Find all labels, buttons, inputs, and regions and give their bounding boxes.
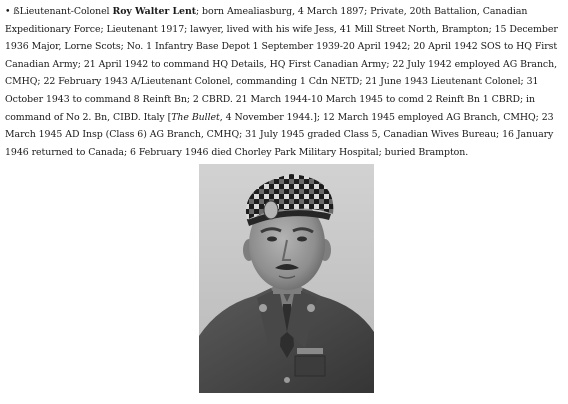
publication-title: The Bullet: [171, 111, 220, 123]
right-collar-badge: [307, 304, 315, 312]
person-name: Roy Walter Lent: [112, 6, 197, 17]
right-eye: [297, 237, 307, 242]
jacket-button: [284, 377, 290, 383]
jacket-pocket: [295, 356, 325, 376]
bullet-marker: •: [5, 6, 11, 17]
biography-text-part2: , 4 November 1944.]; 12 March 1945 employed AG Branch, CMHQ; 23 March 1945 AD Insp (Class 6) AG Branch, CMHQ; 31 July 1945 graded Class 5, Canadian Wives Bureau; 16 January 1946 returned to Canada; 6 February 1946 died Chorley Park Military Hospital; buried Brampton.: [5, 111, 554, 158]
biography-text-part1: ; born Amealiasburg, 4 March 1897; Private, 20th Battalion, Canadian Expeditionary Force; Lieutenant 1917; lawyer, lived with his wife Jess, 41 Mill Street North, Brampton; 15 December 1936 Major, Lorne Scots; No. 1 Infantry Base Depot 1 September 1939-20 April 1942; 20 April 1942 SOS to HQ First Canadian Army; 21 April 1942 to command HQ Details, HQ First Canadian Army; 22 July 1942 employed AG Branch, CMHQ; 22 February 1943 A/Lieutenant Colonel, commanding 1 Cdn NETD; 21 June 1943 Lieutenant Colonel; 31 October 1943 to command 8 Reinft Bn; 2 CBRD. 21 March 1944-10 March 1945 to comd 2 Reinft Bn 1 CBRD; in command of No 2. Bn, CIBD. Italy [: [5, 6, 558, 123]
medal-ribbons: [297, 348, 323, 354]
prefix-mark: ß: [13, 6, 20, 17]
left-eye: [267, 237, 277, 242]
biography-entry: [5, 3, 561, 161]
rank: Lieutenant-Colonel: [19, 6, 110, 17]
biography-paragraph: [5, 3, 561, 161]
left-collar-badge: [259, 304, 267, 312]
portrait-photo: [199, 164, 374, 393]
cap-badge: [264, 201, 278, 219]
